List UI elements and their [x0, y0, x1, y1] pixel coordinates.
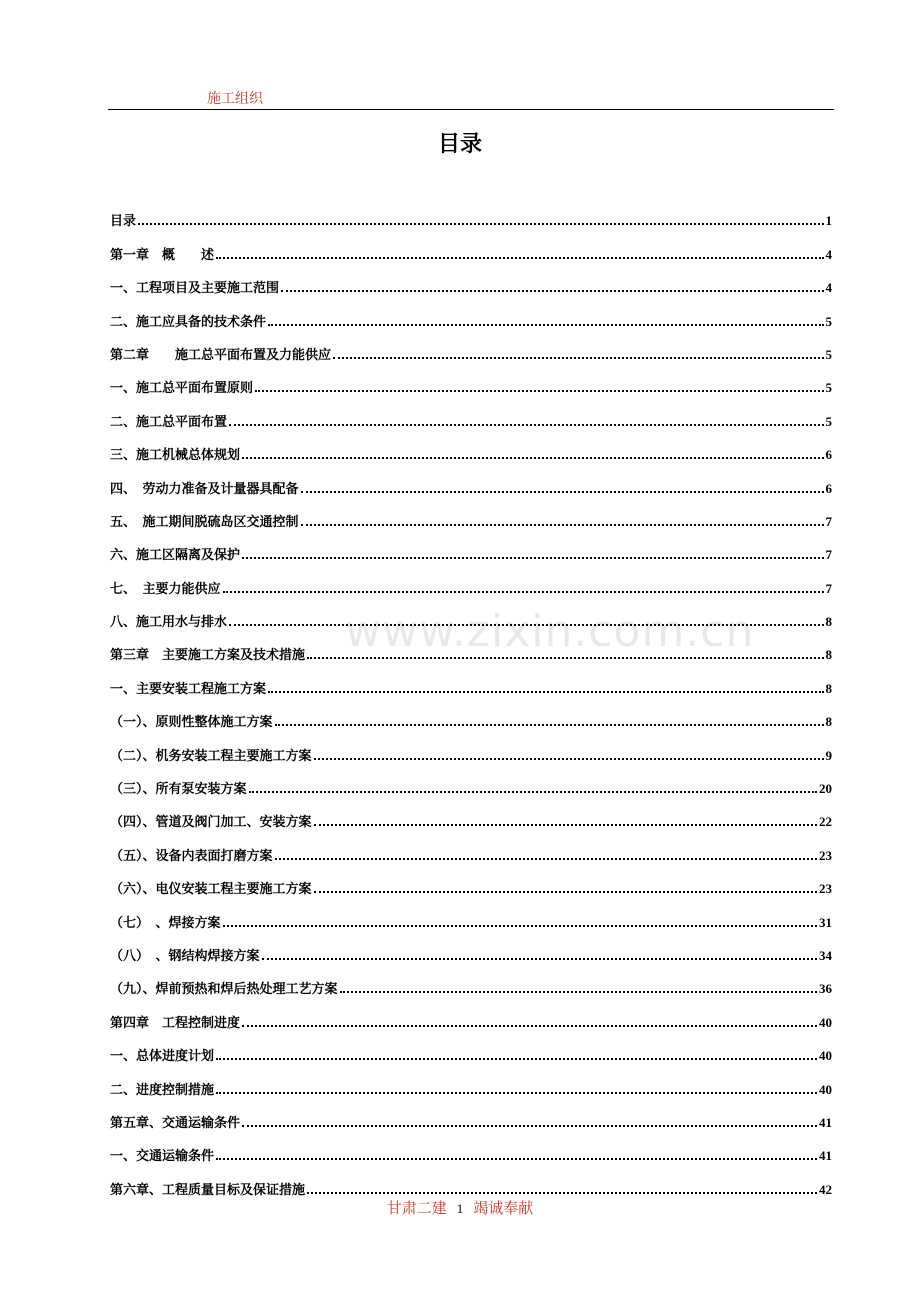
- toc-entry[interactable]: [110, 1164, 832, 1197]
- toc-entry[interactable]: [110, 597, 832, 630]
- footer-left-text: 甘肃二建: [386, 1199, 447, 1217]
- toc-entry[interactable]: [110, 931, 832, 964]
- toc-entry-label: 一、主要安装工程施工方案: [110, 681, 267, 697]
- toc-entry-page: 23: [819, 847, 832, 863]
- toc-entry[interactable]: [110, 964, 832, 997]
- toc-entry[interactable]: [110, 1064, 832, 1097]
- toc-leader-dots: [262, 958, 817, 960]
- toc-leader-dots: [255, 390, 823, 392]
- toc-entry-label: 一、交通运输条件: [110, 1149, 215, 1165]
- toc-entry-label: （三）、所有泵安装方案: [110, 782, 247, 798]
- toc-entry[interactable]: [110, 296, 832, 329]
- toc-entry-label: （二）、机务安装工程主要施工方案: [110, 748, 312, 764]
- toc-entry[interactable]: [110, 530, 832, 563]
- toc-entry-label: 一、工程项目及主要施工范围: [110, 281, 280, 297]
- toc-entry-label: （八） 、钢结构焊接方案: [110, 948, 260, 964]
- table-of-contents: [110, 196, 832, 1198]
- toc-entry-page: 34: [819, 947, 832, 963]
- toc-entry-label: （九）、焊前预热和焊后热处理工艺方案: [110, 982, 338, 998]
- toc-entry-page: 1: [825, 213, 832, 229]
- toc-entry-page: 7: [825, 513, 832, 529]
- toc-entry[interactable]: [110, 997, 832, 1030]
- toc-entry[interactable]: [110, 730, 832, 763]
- toc-entry-label: （六）、电仪安装工程主要施工方案: [110, 882, 312, 898]
- toc-entry[interactable]: [110, 864, 832, 897]
- toc-entry[interactable]: [110, 263, 832, 296]
- toc-leader-dots: [301, 491, 824, 493]
- toc-entry[interactable]: [110, 663, 832, 696]
- page-footer: [0, 1197, 920, 1218]
- toc-entry[interactable]: [110, 697, 832, 730]
- toc-entry-label: （七） 、焊接方案: [110, 915, 221, 931]
- toc-entry-label: 八、施工用水与排水: [110, 615, 228, 631]
- toc-entry-page: 5: [825, 313, 832, 329]
- toc-leader-dots: [307, 657, 823, 659]
- toc-entry-page: 4: [825, 280, 832, 296]
- toc-entry[interactable]: [110, 630, 832, 663]
- toc-entry-label: 五、 施工期间脱硫岛区交通控制: [110, 514, 299, 530]
- toc-entry-label: 第五章、交通运输条件: [110, 1115, 241, 1131]
- toc-leader-dots: [216, 257, 823, 259]
- toc-leader-dots: [242, 457, 823, 459]
- toc-entry-label: （一）、原则性整体施工方案: [110, 715, 273, 731]
- toc-entry-label: 第六章、工程质量目标及保证措施: [110, 1182, 306, 1198]
- toc-entry[interactable]: [110, 797, 832, 830]
- toc-entry-page: 8: [825, 647, 832, 663]
- toc-leader-dots: [301, 524, 824, 526]
- toc-entry-label: 七、 主要力能供应: [110, 581, 221, 597]
- toc-leader-dots: [249, 791, 817, 793]
- toc-entry[interactable]: [110, 563, 832, 596]
- toc-entry[interactable]: [110, 430, 832, 463]
- toc-entry-page: 23: [819, 881, 832, 897]
- toc-entry-page: 4: [825, 246, 832, 262]
- toc-entry-label: 第二章 施工总平面布置及力能供应: [110, 347, 332, 363]
- toc-leader-dots: [268, 324, 823, 326]
- toc-leader-dots: [223, 925, 817, 927]
- toc-entry-page: 7: [825, 580, 832, 596]
- toc-entry-label: 第一章 概 述: [110, 247, 215, 263]
- toc-entry-page: 5: [825, 380, 832, 396]
- toc-entry-page: 8: [825, 714, 832, 730]
- toc-leader-dots: [242, 1025, 817, 1027]
- toc-leader-dots: [242, 1125, 817, 1127]
- toc-entry-page: 5: [825, 413, 832, 429]
- toc-entry-label: 六、施工区隔离及保护: [110, 548, 241, 564]
- toc-entry-page: 22: [819, 814, 832, 830]
- toc-entry[interactable]: [110, 830, 832, 863]
- toc-entry-page: 7: [825, 547, 832, 563]
- toc-leader-dots: [314, 824, 817, 826]
- toc-entry[interactable]: [110, 1098, 832, 1131]
- document-title: 目录: [437, 132, 482, 157]
- toc-entry-label: 二、施工应具备的技术条件: [110, 314, 267, 330]
- toc-entry[interactable]: [110, 463, 832, 496]
- toc-leader-dots: [229, 624, 823, 626]
- toc-entry-page: 5: [825, 346, 832, 362]
- toc-entry[interactable]: [110, 196, 832, 229]
- toc-entry-label: 第三章 主要施工方案及技术措施: [110, 648, 306, 664]
- toc-entry-label: 三、施工机械总体规划: [110, 448, 241, 464]
- toc-leader-dots: [216, 1058, 817, 1060]
- toc-entry-label: 四、 劳动力准备及计量器具配备: [110, 481, 299, 497]
- toc-entry-page: 6: [825, 480, 832, 496]
- toc-entry[interactable]: [110, 229, 832, 262]
- toc-entry-label: 二、进度控制措施: [110, 1082, 215, 1098]
- toc-entry-page: 41: [819, 1114, 832, 1130]
- toc-entry[interactable]: [110, 764, 832, 797]
- toc-leader-dots: [223, 591, 824, 593]
- toc-entry-page: 20: [819, 781, 832, 797]
- toc-leader-dots: [268, 691, 823, 693]
- watermark: www.zixin.com.cn: [345, 606, 755, 657]
- toc-entry-page: 40: [819, 1048, 832, 1064]
- toc-entry-page: 31: [819, 914, 832, 930]
- toc-entry[interactable]: [110, 897, 832, 930]
- toc-leader-dots: [340, 991, 817, 993]
- toc-entry-label: （四）、管道及阀门加工、安装方案: [110, 815, 312, 831]
- footer-right-text: 竭诚奉献: [473, 1199, 534, 1217]
- toc-entry[interactable]: [110, 363, 832, 396]
- toc-entry-page: 6: [825, 447, 832, 463]
- toc-entry-label: 二、施工总平面布置: [110, 414, 228, 430]
- toc-leader-dots: [242, 557, 823, 559]
- toc-entry-page: 36: [819, 981, 832, 997]
- toc-entry-page: 9: [825, 747, 832, 763]
- toc-leader-dots: [314, 891, 817, 893]
- toc-leader-dots: [314, 758, 824, 760]
- toc-leader-dots: [307, 1192, 817, 1194]
- toc-leader-dots: [275, 724, 824, 726]
- toc-entry[interactable]: [110, 1031, 832, 1064]
- toc-entry-page: 8: [825, 614, 832, 630]
- footer-page-number: 1: [456, 1201, 464, 1216]
- toc-entry-label: 第四章 工程控制进度: [110, 1015, 241, 1031]
- toc-entry[interactable]: [110, 1131, 832, 1164]
- toc-entry[interactable]: [110, 497, 832, 530]
- toc-entry-page: 40: [819, 1081, 832, 1097]
- toc-leader-dots: [281, 290, 823, 292]
- toc-entry[interactable]: [110, 396, 832, 429]
- toc-entry-page: 41: [819, 1148, 832, 1164]
- header-text: 施工组织: [207, 91, 263, 107]
- toc-entry-page: 40: [819, 1014, 832, 1030]
- toc-leader-dots: [138, 223, 823, 225]
- toc-leader-dots: [333, 357, 823, 359]
- toc-leader-dots: [229, 424, 823, 426]
- toc-entry-label: 一、施工总平面布置原则: [110, 381, 254, 397]
- toc-leader-dots: [275, 858, 817, 860]
- header-rule: [108, 109, 834, 110]
- toc-entry-page: 42: [819, 1181, 832, 1197]
- toc-entry-label: 目录: [110, 214, 137, 230]
- toc-entry-label: （五）、设备内表面打磨方案: [110, 848, 273, 864]
- toc-leader-dots: [216, 1158, 817, 1160]
- toc-entry-label: 一、总体进度计划: [110, 1049, 215, 1065]
- toc-entry[interactable]: [110, 330, 832, 363]
- toc-entry-page: 8: [825, 680, 832, 696]
- toc-leader-dots: [216, 1092, 817, 1094]
